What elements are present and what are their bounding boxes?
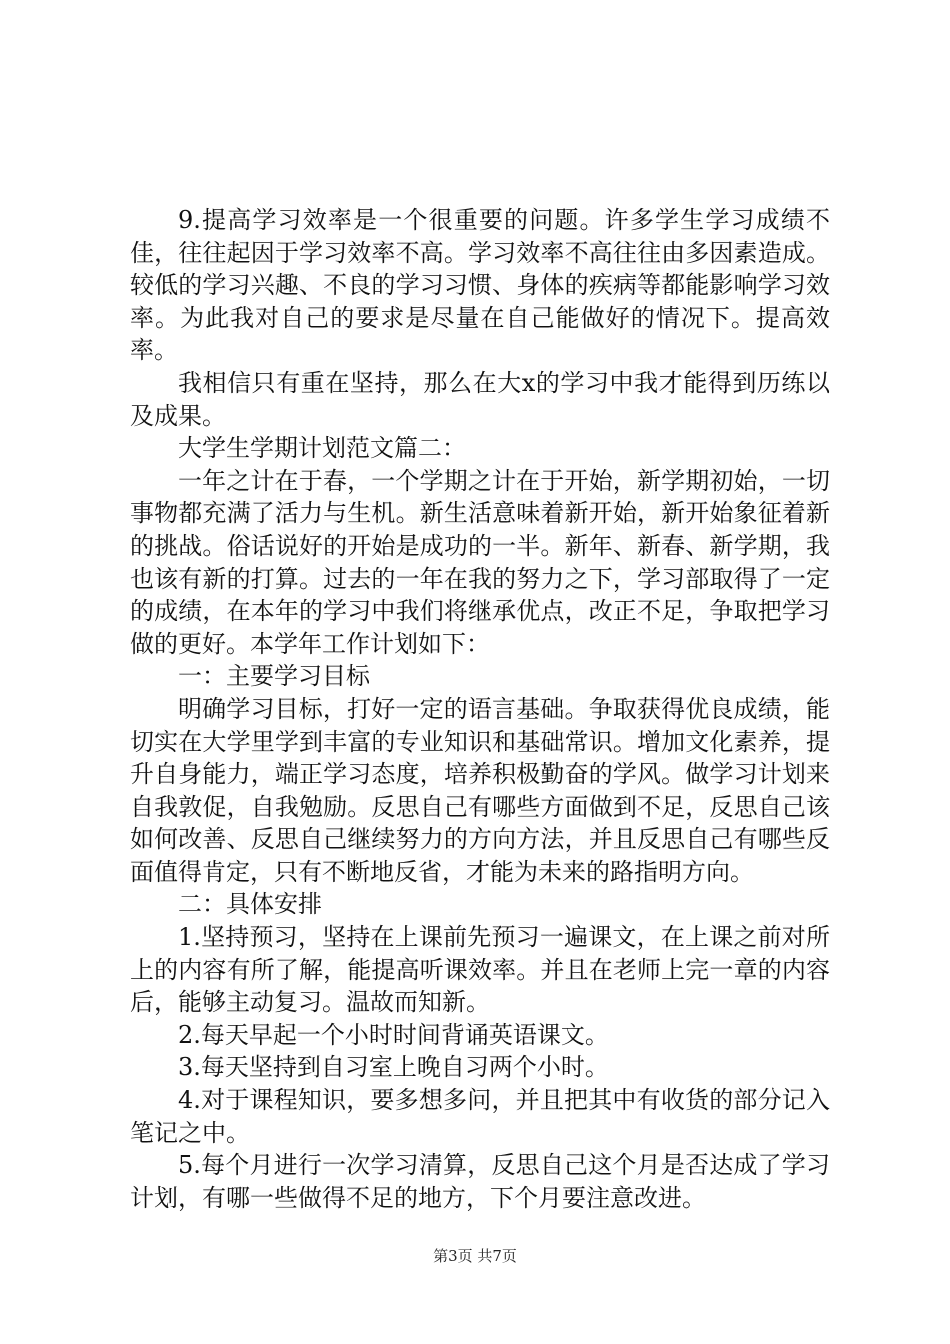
document-body xyxy=(130,204,830,1214)
list-item-preview: 1.坚持预习，坚持在上课前先预习一遍课文，在上课之前对所上的内容有所了解，能提高听课效率。并且在老师上完一章的内容后，能够主动复习。温故而知新。 xyxy=(130,923,830,1017)
list-item-monthly-review: 5.每个月进行一次学习清算，反思自己这个月是否达成了学习计划，有哪一些做得不足的地方，下个月要注意改进。 xyxy=(130,1151,830,1212)
paragraph-goals: 明确学习目标，打好一定的语言基础。争取获得优良成绩，能切实在大学里学到丰富的专业知识和基础常识。增加文化素养，提升自身能力，端正学习态度，培养积极勤奋的学风。做学习计划来自我敦促，自我勉励。反思自己有哪些方面做到不足，反思自己该如何改善、反思自己继续努力的方向方法，并且反思自己有哪些反面值得肯定，只有不断地反省，才能为未来的路指明方向。 xyxy=(130,694,830,886)
subheading-arrangements: 二：具体安排 xyxy=(178,890,322,919)
paragraph-new-semester: 一年之计在于春，一个学期之计在于开始，新学期初始，一切事物都充满了活力与生机。新生活意味着新开始，新开始象征着新的挑战。俗话说好的开始是成功的一半。新年、新春、新学期，我也该有新的打算。过去的一年在我的努力之下，学习部取得了一定的成绩，在本年的学习中我们将继承优点，改正不足，争取把学习做的更好。本学年工作计划如下： xyxy=(130,466,830,658)
paragraph-persistence: 我相信只有重在坚持，那么在大x的学习中我才能得到历练以及成果。 xyxy=(130,368,830,430)
section-heading-part-two: 大学生学期计划范文篇二： xyxy=(178,434,466,463)
list-item-morning-english: 2.每天早起一个小时时间背诵英语课文。 xyxy=(178,1020,609,1049)
page-number-footer: 第3页 共7页 xyxy=(433,1247,517,1265)
list-item-course-notes: 4.对于课程知识，要多想多问，并且把其中有收货的部分记入笔记之中。 xyxy=(130,1086,830,1147)
list-item-evening-study: 3.每天坚持到自习室上晚自习两个小时。 xyxy=(178,1053,609,1082)
subheading-main-goals: 一：主要学习目标 xyxy=(178,662,370,691)
paragraph-efficiency: 9.提高学习效率是一个很重要的问题。许多学生学习成绩不佳，往往起因于学习效率不高。学习效率不高往往由多因素造成。较低的学习兴趣、不良的学习习惯、身体的疾病等都能影响学习效率。为此我对自己的要求是尽量在自己能做好的情况下。提高效率。 xyxy=(130,206,830,365)
